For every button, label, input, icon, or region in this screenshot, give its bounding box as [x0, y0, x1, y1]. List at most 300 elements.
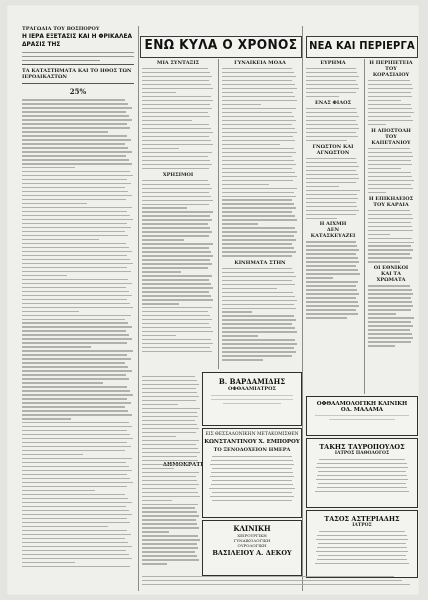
text-line	[318, 543, 405, 544]
text-line	[142, 384, 199, 385]
text-line	[306, 76, 359, 77]
text-line	[306, 261, 359, 262]
text-line	[22, 538, 125, 539]
text-line	[306, 88, 359, 89]
text-line	[22, 454, 83, 455]
text-line	[306, 214, 356, 215]
text-line	[22, 398, 127, 399]
text-line	[142, 215, 210, 216]
text-line	[368, 164, 412, 165]
text-line	[142, 432, 196, 433]
text-line	[142, 492, 198, 493]
text-line	[368, 253, 410, 254]
text-line	[22, 171, 130, 172]
text-line	[22, 358, 131, 359]
text-line	[222, 152, 296, 153]
text-line	[368, 104, 411, 105]
left-subhead: ΤΑ ΚΑΤΑΣΤΗΜΑΤΑ ΚΑΙ ΤΟ ΗΘΟΣ ΤΩΝ ΙΕΡΟΔΙΚΑΣΤΩΝ	[22, 68, 132, 81]
column-divider	[138, 26, 139, 591]
text-line	[306, 182, 356, 183]
text-line	[222, 235, 294, 236]
text-line	[222, 180, 293, 181]
text-line	[306, 68, 356, 69]
text-line	[368, 188, 413, 189]
text-line	[316, 479, 409, 480]
text-line	[211, 460, 293, 461]
text-line	[222, 247, 294, 248]
text-line	[211, 484, 294, 485]
text-line	[368, 148, 410, 149]
text-line	[22, 107, 132, 108]
text-line	[142, 539, 200, 540]
col4-text	[306, 68, 360, 97]
text-line	[22, 155, 126, 156]
text-line	[142, 523, 197, 524]
text-line	[306, 128, 359, 129]
text-line	[222, 215, 295, 216]
col4-head: ΔΕΝ ΚΑΤΑΣΚΕΥΑΖΕΙ	[310, 227, 356, 240]
text-line	[368, 249, 413, 250]
text-line	[142, 267, 208, 268]
text-line	[22, 263, 133, 264]
text-line	[142, 164, 212, 165]
text-line	[22, 247, 129, 248]
text-line	[368, 176, 412, 177]
col3-text	[222, 68, 298, 257]
text-line	[222, 203, 294, 204]
text-line	[222, 84, 295, 85]
text-line	[22, 199, 126, 200]
text-line	[142, 496, 200, 497]
text-line	[306, 309, 356, 310]
text-line	[222, 251, 296, 252]
text-line	[22, 442, 127, 443]
text-line	[306, 194, 357, 195]
text-line	[222, 140, 295, 141]
text-line	[22, 159, 129, 160]
col5-head: Η ΕΠΙΚΗΔΕΙΟΣ ΤΟΥ ΚΑΡΔΙΑ	[368, 195, 414, 208]
left-column	[22, 26, 134, 570]
text-line	[142, 136, 209, 137]
text-line	[222, 100, 297, 101]
text-line	[142, 120, 192, 121]
left-rule	[22, 64, 134, 65]
text-line	[222, 347, 294, 348]
text-line	[22, 103, 128, 104]
column-divider	[302, 26, 303, 591]
text-line	[368, 242, 414, 243]
text-line	[222, 196, 296, 197]
text-line	[306, 84, 358, 85]
text-line	[222, 136, 293, 137]
text-line	[22, 179, 127, 180]
text-line	[22, 490, 95, 491]
text-line	[210, 464, 294, 465]
text-line	[306, 277, 333, 278]
text-line	[142, 140, 211, 141]
text-line	[22, 123, 127, 124]
text-line	[306, 273, 360, 274]
text-line	[22, 267, 127, 268]
text-line	[222, 164, 296, 165]
text-line	[22, 191, 128, 192]
text-line	[306, 178, 359, 179]
text-line	[306, 313, 358, 314]
col3-head: ΓΥΝΑΙΚΕΙΑ ΜΟΔΑ	[234, 60, 286, 66]
text-line	[22, 291, 129, 292]
text-line	[142, 476, 196, 477]
text-line	[22, 255, 127, 256]
text-line	[222, 315, 294, 316]
col5-head: Η ΠΕΡΙΠΕΤΕΙΑ ΤΟΥ ΚΟΡΑΣΙΔΙΟΥ	[369, 60, 413, 78]
ad-clinic-line1: ΧΕΙΡΟΥΡΓΙΚΗ	[237, 533, 267, 538]
banner-right-title: ΝΕΑ ΚΑΙ ΠΕΡΙΕΡΓΑ	[309, 39, 415, 52]
text-line	[368, 96, 412, 97]
ad-takistavropoulos-subtitle: ΙΑΤΡΟΣ ΠΑΘΟΛΟΓΟΣ	[334, 451, 390, 456]
text-line	[222, 211, 292, 212]
text-line	[142, 531, 169, 532]
text-line	[368, 218, 413, 219]
text-line	[22, 426, 132, 427]
text-line	[222, 304, 294, 305]
text-line	[142, 188, 212, 189]
text-line	[306, 281, 358, 282]
text-line	[368, 309, 411, 310]
text-line	[306, 108, 356, 109]
text-line	[368, 337, 413, 338]
text-line	[142, 152, 212, 153]
text-line	[306, 124, 358, 125]
text-line	[222, 292, 293, 293]
ad-asteriadis	[306, 510, 418, 578]
text-line	[142, 500, 172, 501]
ad-takistavropoulos-title: ΤΑΚΗΣ ΤΑΥΡΟΠΟΥΛΟΣ	[319, 443, 405, 451]
column-3	[222, 60, 298, 363]
text-line	[222, 227, 295, 228]
text-line	[222, 343, 297, 344]
text-line	[22, 127, 130, 128]
text-line	[22, 382, 103, 383]
text-line	[22, 374, 126, 375]
text-line	[222, 339, 295, 340]
text-line	[368, 168, 401, 169]
text-line	[368, 297, 411, 298]
text-line	[222, 288, 277, 289]
text-line	[142, 351, 212, 352]
text-line	[316, 467, 408, 468]
col5-text	[368, 285, 414, 346]
text-line	[22, 506, 126, 507]
left-rule	[22, 83, 134, 84]
text-line	[142, 551, 195, 552]
text-line	[22, 119, 132, 120]
text-line	[142, 275, 212, 276]
text-line	[222, 192, 294, 193]
col4-text	[306, 241, 360, 318]
text-line	[22, 275, 67, 276]
text-line	[142, 468, 174, 469]
text-line	[22, 115, 129, 116]
text-line	[142, 519, 196, 520]
ad-varlamidis-profession: ΟΦΘΑΛΜΙΑΤΡΟΣ	[228, 386, 276, 392]
text-line	[22, 370, 132, 371]
text-line	[368, 108, 412, 109]
text-line	[222, 300, 297, 301]
text-line	[368, 100, 401, 101]
text-line	[306, 96, 339, 97]
text-line	[142, 559, 199, 560]
text-line	[222, 323, 292, 324]
text-line	[142, 108, 212, 109]
text-line	[142, 223, 208, 224]
text-line	[222, 231, 297, 232]
text-line	[306, 218, 337, 219]
text-line	[22, 486, 127, 487]
col5-text	[368, 148, 414, 193]
text-line	[142, 68, 208, 69]
text-line	[142, 247, 209, 248]
text-line	[142, 527, 199, 528]
text-line	[22, 239, 99, 240]
left-lead-lines	[22, 52, 134, 61]
banner-right	[306, 36, 418, 58]
text-line	[22, 175, 133, 176]
text-line	[142, 580, 402, 581]
text-line	[222, 148, 294, 149]
text-line	[222, 319, 296, 320]
text-line	[22, 378, 129, 379]
text-line	[22, 518, 127, 519]
text-line	[142, 543, 197, 544]
text-line	[222, 88, 297, 89]
text-line	[22, 354, 127, 355]
text-line	[306, 186, 339, 187]
text-line	[368, 325, 413, 326]
text-line	[142, 192, 209, 193]
text-line	[306, 285, 356, 286]
text-line	[368, 245, 411, 246]
text-line	[306, 210, 359, 211]
ad-clinic-title: ΚΛΙΝΙΚΗ	[233, 524, 271, 533]
text-line	[368, 293, 413, 294]
text-line	[142, 335, 176, 336]
left-headline: Η ΙΕΡΑ ΕΞΕΤΑΣΙΣ ΚΑΙ Η ΦΡΙΚΑΛΕΑ ΔΡΑΣΙΣ ΤΗΣ	[22, 32, 133, 48]
text-line	[22, 542, 128, 543]
text-line	[22, 215, 130, 216]
text-line	[222, 120, 296, 121]
column-2	[142, 60, 214, 355]
text-line	[22, 203, 87, 204]
text-line	[142, 535, 198, 536]
text-line	[142, 331, 213, 332]
text-line	[368, 313, 396, 314]
text-line	[22, 390, 130, 391]
text-line	[306, 116, 359, 117]
text-line	[22, 386, 127, 387]
text-line	[368, 92, 411, 93]
column-divider	[364, 59, 365, 394]
text-line	[222, 243, 292, 244]
text-line	[142, 271, 181, 272]
text-line	[142, 424, 197, 425]
text-line	[368, 285, 410, 286]
ad-konstantinou-name: ΚΩΝΣΤΑΝΤΙΝΟΥ Χ. ΕΜΠΟΡΟΥ	[204, 439, 300, 445]
text-line	[22, 227, 131, 228]
text-line	[306, 293, 359, 294]
text-line	[142, 576, 394, 577]
text-line	[368, 301, 412, 302]
text-line	[368, 329, 410, 330]
text-line	[22, 566, 130, 567]
text-line	[142, 323, 209, 324]
text-line	[142, 444, 196, 445]
text-line	[142, 584, 410, 585]
text-line	[306, 289, 357, 290]
text-line	[317, 535, 406, 536]
left-kicker: ΤΡΑΓΩΔΙΑ ΤΟΥ ΒΟΣΠΟΡΟΥ	[22, 26, 100, 32]
text-line	[22, 243, 126, 244]
text-line	[222, 172, 295, 173]
text-line	[142, 440, 199, 441]
text-line	[22, 251, 132, 252]
text-line	[368, 116, 411, 117]
text-line	[142, 408, 200, 409]
text-line	[142, 235, 209, 236]
text-line	[368, 88, 413, 89]
text-line	[142, 400, 196, 401]
text-line	[22, 307, 133, 308]
text-line	[222, 355, 292, 356]
text-line	[22, 235, 128, 236]
text-line	[22, 414, 132, 415]
ad-ophthalmology-subtitle: ΟΔ. ΜΑΛΑΜΑ	[340, 407, 384, 413]
text-line	[222, 156, 292, 157]
text-line	[319, 459, 405, 460]
text-line	[368, 180, 414, 181]
text-line	[368, 120, 413, 121]
col3-caption: ΚΙΝΗΜΑΤΑ ΣΤΗΝ	[234, 259, 286, 266]
column-divider	[218, 59, 219, 369]
text-line	[142, 96, 211, 97]
text-line	[22, 526, 108, 527]
text-line	[142, 88, 213, 89]
text-line	[22, 550, 126, 551]
text-line	[368, 257, 412, 258]
text-line	[22, 434, 130, 435]
text-line	[22, 135, 127, 136]
text-line	[22, 530, 127, 531]
text-line	[22, 334, 129, 335]
text-line	[368, 192, 386, 193]
text-line	[306, 72, 357, 73]
text-line	[222, 223, 258, 224]
text-line	[142, 76, 212, 77]
text-line	[142, 160, 210, 161]
bottom-strip	[142, 576, 416, 588]
text-line	[22, 295, 132, 296]
text-line	[142, 504, 198, 505]
text-line	[22, 271, 131, 272]
text-line	[306, 112, 357, 113]
text-line	[222, 176, 297, 177]
ad-clinic-name: ΒΑΣΙΛΕΙΟΥ Α. ΔΕΚΟΥ	[212, 549, 292, 557]
text-line	[142, 484, 199, 485]
text-line	[22, 430, 127, 431]
text-line	[368, 124, 386, 125]
text-line	[22, 558, 132, 559]
text-line	[306, 174, 358, 175]
ad-konstantinou-line2: ΤΟ ΞΕΝΟΔΟΧΕΙΟΝ ΗΜΕΡΑ	[213, 447, 291, 453]
ad-ophthalmology	[306, 396, 418, 436]
text-line	[142, 563, 167, 564]
text-line	[22, 458, 132, 459]
text-line	[22, 143, 125, 144]
text-line	[317, 559, 408, 560]
text-line	[22, 207, 132, 208]
text-line	[142, 511, 197, 512]
text-line	[22, 362, 125, 363]
text-line	[22, 322, 128, 323]
text-line	[22, 283, 132, 284]
text-line	[315, 491, 408, 492]
text-line	[222, 268, 292, 269]
text-line	[142, 404, 178, 405]
text-line	[368, 160, 411, 161]
text-line	[142, 339, 211, 340]
text-line	[142, 295, 211, 296]
ad-asteriadis-title: ΤΑΣΟΣ ΑΣΤΕΡΙΑΔΗΣ	[324, 515, 400, 523]
text-line	[22, 554, 129, 555]
banner-center-title: ΕΝΩ ΚΥΛΑ Ο ΧΡΟΝΟΣ	[144, 37, 298, 53]
text-line	[22, 466, 129, 467]
text-line	[222, 199, 292, 200]
text-line	[142, 460, 198, 461]
text-line	[222, 92, 293, 93]
text-line	[306, 297, 356, 298]
col4-head: ΕΝΑΣ ΦΙΛΟΣ	[314, 99, 351, 106]
ad-asteriadis-subtitle: ΙΑΤΡΟΣ	[352, 523, 372, 528]
text-line	[222, 72, 294, 73]
text-line	[22, 514, 132, 515]
text-line	[306, 170, 356, 171]
text-line	[317, 487, 408, 488]
text-line	[306, 162, 357, 163]
text-line	[142, 555, 197, 556]
text-line	[142, 211, 213, 212]
text-line	[368, 238, 412, 239]
text-line	[142, 515, 199, 516]
text-line	[22, 422, 129, 423]
text-line	[22, 522, 130, 523]
text-line	[142, 80, 209, 81]
text-line	[142, 416, 198, 417]
text-line	[142, 128, 211, 129]
lower-text	[142, 376, 200, 565]
text-line	[22, 366, 128, 367]
text-line	[368, 80, 410, 81]
left-figure: 25%	[69, 87, 87, 97]
text-line	[368, 345, 395, 346]
lower-column	[142, 376, 200, 567]
text-line	[318, 555, 406, 556]
text-line	[22, 446, 131, 447]
text-line	[222, 308, 296, 309]
text-line	[142, 92, 176, 93]
text-line	[210, 496, 293, 497]
text-line	[306, 245, 357, 246]
text-line	[368, 172, 411, 173]
col4-text	[306, 158, 360, 219]
